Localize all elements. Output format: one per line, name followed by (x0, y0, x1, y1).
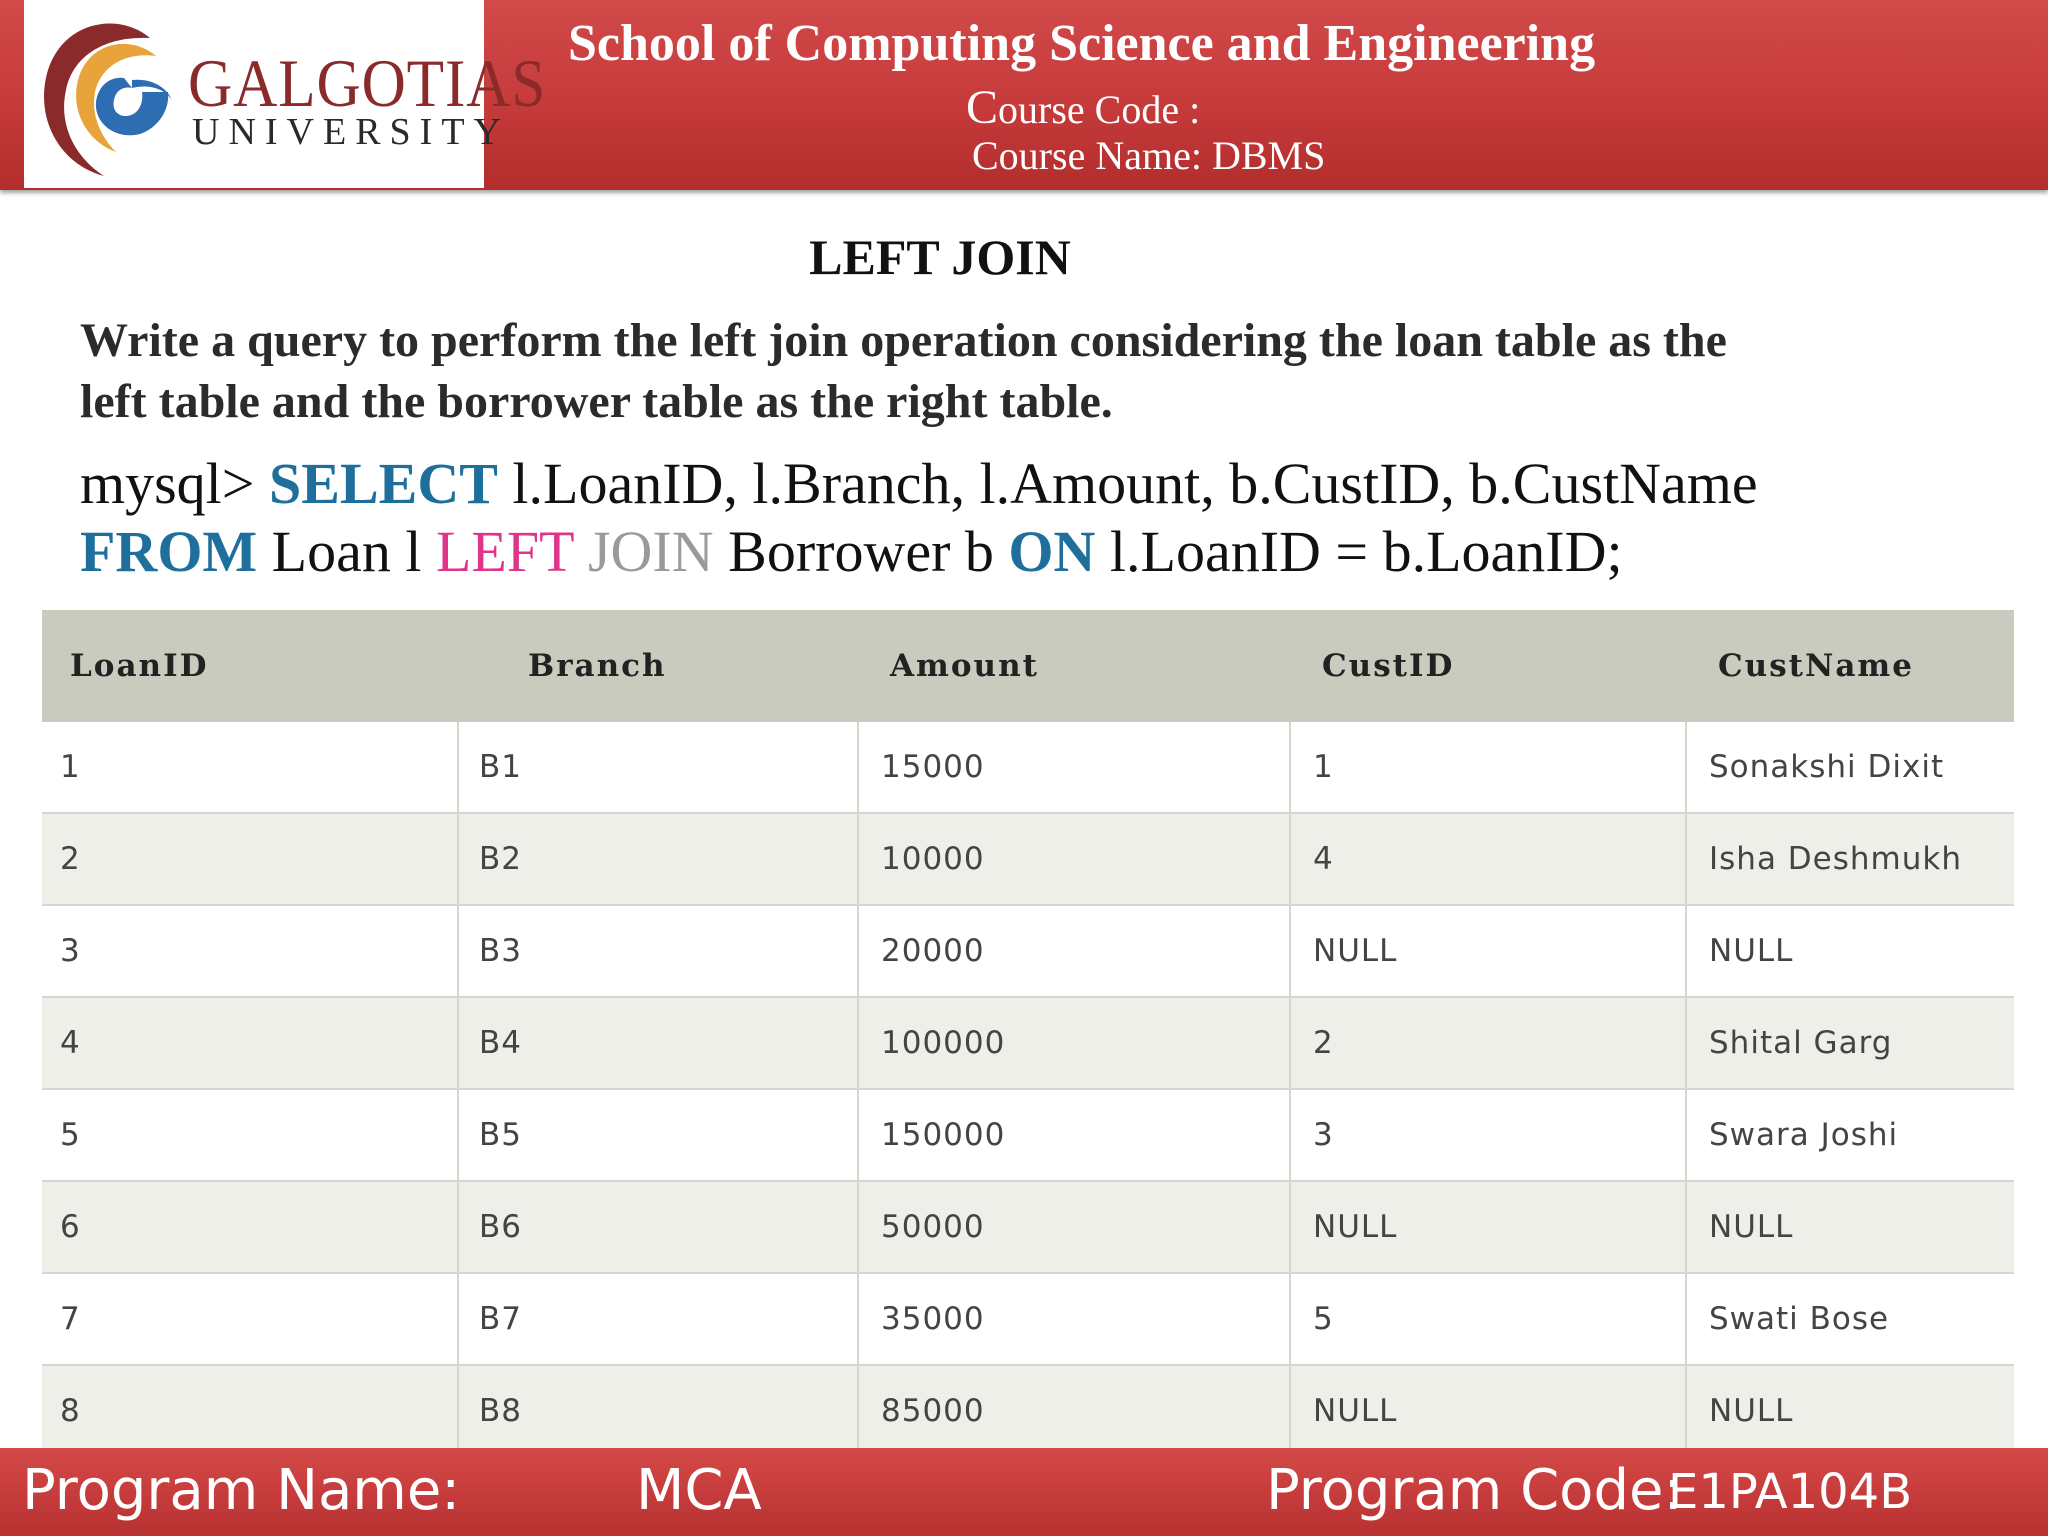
table-row (42, 1365, 2014, 1457)
table-row (42, 905, 2014, 997)
course-name: Course Name: DBMS (972, 133, 1326, 178)
cell-custid: 5 (1290, 1273, 1686, 1365)
cell-custname: NULL (1686, 905, 2014, 997)
course-code-text: ourse Code : (998, 87, 1201, 132)
cell-amount: 10000 (858, 813, 1290, 905)
cell-loanid: 2 (42, 813, 458, 905)
galgotias-logo-icon (32, 8, 184, 183)
cell-custid: NULL (1290, 905, 1686, 997)
keyword-on: ON (1008, 519, 1096, 584)
keyword-select: SELECT (269, 451, 498, 516)
cell-custname: Isha Deshmukh (1686, 813, 2014, 905)
keyword-from: FROM (80, 519, 258, 584)
slide-title: LEFT JOIN (809, 229, 1071, 285)
column-header-branch: Branch (458, 610, 858, 722)
university-logo (24, 0, 547, 188)
result-table (42, 610, 2014, 1458)
cell-branch: B4 (458, 997, 858, 1089)
keyword-join: JOIN (573, 519, 714, 584)
cell-branch: B2 (458, 813, 858, 905)
column-header-amount: Amount (858, 610, 1290, 722)
cell-amount: 15000 (858, 722, 1290, 813)
table-row (42, 1089, 2014, 1181)
question-text (80, 310, 1960, 432)
cell-custname: NULL (1686, 1181, 2014, 1273)
keyword-left: LEFT (435, 519, 574, 584)
cell-amount: 50000 (858, 1181, 1290, 1273)
cell-custid: 1 (1290, 722, 1686, 813)
cell-amount: 100000 (858, 997, 1290, 1089)
cell-custname: Swati Bose (1686, 1273, 2014, 1365)
cell-branch: B1 (458, 722, 858, 813)
table-header-row (42, 610, 2014, 722)
mysql-prompt: mysql> (80, 451, 270, 516)
slide-footer (0, 1448, 2048, 1536)
cell-branch: B3 (458, 905, 858, 997)
query-terminator: ; (1606, 519, 1623, 584)
cell-loanid: 5 (42, 1089, 458, 1181)
program-code-value: E1PA104B (1668, 1464, 1913, 1520)
column-header-loanid: LoanID (42, 610, 458, 722)
cell-loanid: 4 (42, 997, 458, 1089)
cell-custname: NULL (1686, 1365, 2014, 1457)
cell-loanid: 1 (42, 722, 458, 813)
cell-branch: B5 (458, 1089, 858, 1181)
cell-custid: NULL (1290, 1181, 1686, 1273)
query-line-1 (80, 450, 2000, 518)
school-title: School of Computing Science and Engineering (568, 15, 1596, 72)
cell-custname: Shital Garg (1686, 997, 2014, 1089)
program-code-label: Program Code: (1266, 1458, 1683, 1523)
course-code-initial: C (966, 81, 999, 134)
table-row (42, 1181, 2014, 1273)
query-columns: l.LoanID, l.Branch, l.Amount, b.CustID, b.CustName (497, 451, 1758, 516)
course-code (966, 80, 1200, 135)
table-row (42, 722, 2014, 813)
table-row (42, 1273, 2014, 1365)
program-name-value: MCA (636, 1458, 762, 1523)
column-header-custname: CustName (1686, 610, 2014, 722)
table-row (42, 813, 2014, 905)
cell-loanid: 3 (42, 905, 458, 997)
cell-branch: B6 (458, 1181, 858, 1273)
cell-amount: 85000 (858, 1365, 1290, 1457)
cell-custname: Sonakshi Dixit (1686, 722, 2014, 813)
slide-header (0, 0, 2048, 190)
cell-custid: 3 (1290, 1089, 1686, 1181)
cell-loanid: 8 (42, 1365, 458, 1457)
query-table-loan: Loan l (257, 519, 436, 584)
cell-custname: Swara Joshi (1686, 1089, 2014, 1181)
cell-loanid: 7 (42, 1273, 458, 1365)
cell-custid: 4 (1290, 813, 1686, 905)
cell-custid: 2 (1290, 997, 1686, 1089)
column-header-custid: CustID (1290, 610, 1686, 722)
question-line-2: left table and the borrower table as the right table. (80, 375, 1113, 428)
query-table-borrower: Borrower b (713, 519, 1009, 584)
question-line-1: Write a query to perform the left join operation considering the loan table as the (80, 314, 1727, 367)
cell-amount: 150000 (858, 1089, 1290, 1181)
cell-branch: B8 (458, 1365, 858, 1457)
cell-branch: B7 (458, 1273, 858, 1365)
logo-wordmark: GALGOTIAS (188, 45, 547, 121)
program-name-label: Program Name: (22, 1458, 461, 1523)
logo-subtitle: UNIVERSITY (192, 111, 510, 153)
cell-amount: 35000 (858, 1273, 1290, 1365)
query-condition: l.LoanID = b.LoanID (1095, 519, 1607, 584)
cell-loanid: 6 (42, 1181, 458, 1273)
table-row (42, 997, 2014, 1089)
query-line-2 (80, 518, 2000, 586)
cell-custid: NULL (1290, 1365, 1686, 1457)
cell-amount: 20000 (858, 905, 1290, 997)
sql-query (80, 450, 2000, 586)
